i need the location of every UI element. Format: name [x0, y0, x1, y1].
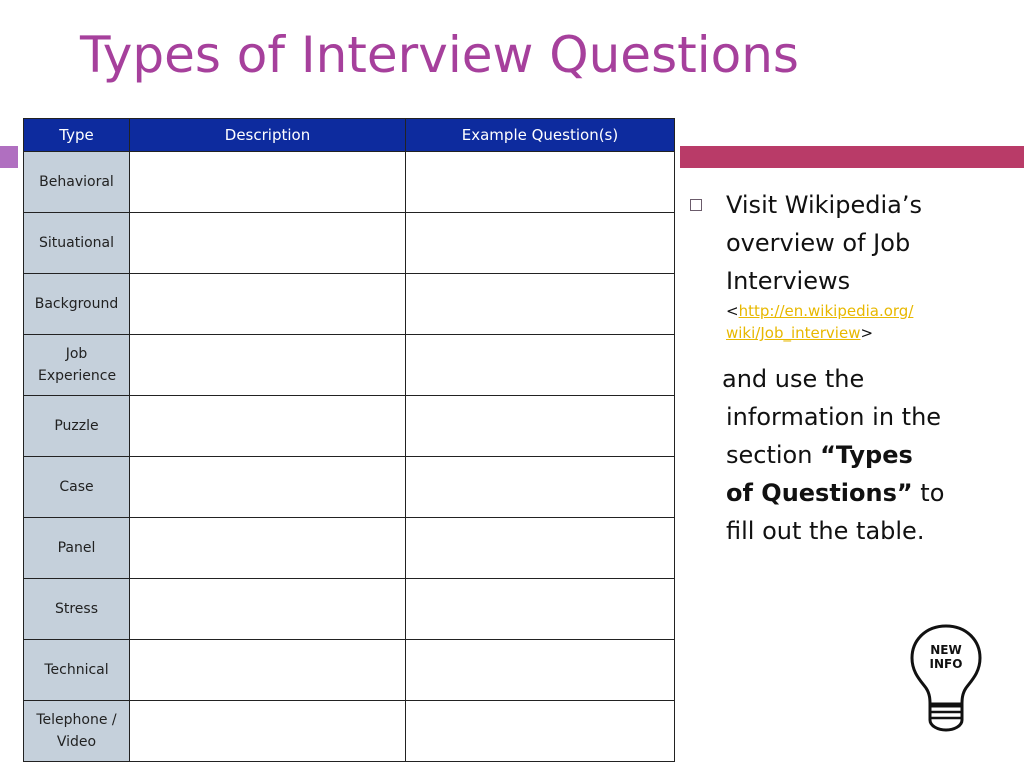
description-cell[interactable]	[130, 579, 406, 640]
paragraph-line	[722, 474, 992, 512]
type-cell: Background	[24, 274, 130, 335]
type-cell: Panel	[24, 518, 130, 579]
table-row	[24, 274, 675, 335]
example-cell[interactable]	[406, 152, 675, 213]
link-bracket-close: >	[860, 324, 874, 342]
bulb-label-line1: NEW	[930, 643, 962, 657]
type-cell: Technical	[24, 640, 130, 701]
table-row	[24, 518, 675, 579]
instruction-line: Interviews	[726, 267, 851, 295]
table-row	[24, 335, 675, 396]
example-cell[interactable]	[406, 518, 675, 579]
wikipedia-link-line-2	[726, 322, 986, 344]
instruction-paragraph	[722, 360, 992, 550]
description-cell[interactable]	[130, 640, 406, 701]
type-cell: Situational	[24, 213, 130, 274]
description-cell[interactable]	[130, 213, 406, 274]
table-row	[24, 396, 675, 457]
type-cell: Case	[24, 457, 130, 518]
description-cell[interactable]	[130, 274, 406, 335]
type-cell: Behavioral	[24, 152, 130, 213]
description-cell[interactable]	[130, 396, 406, 457]
slide-title: Types of Interview Questions	[80, 26, 799, 84]
instruction-line: overview of Job	[726, 229, 911, 257]
bullet-square-icon	[690, 199, 702, 211]
table-row	[24, 640, 675, 701]
type-cell: Puzzle	[24, 396, 130, 457]
wikipedia-link[interactable]: http://en.wikipedia.org/	[738, 302, 914, 320]
accent-bar-left	[0, 146, 18, 168]
description-cell[interactable]	[130, 457, 406, 518]
type-cell: Telephone / Video	[24, 701, 130, 762]
type-cell: Stress	[24, 579, 130, 640]
instruction-bullet	[726, 186, 986, 344]
paragraph-line: information in the	[726, 403, 942, 431]
instruction-line: Visit Wikipedia’s	[726, 191, 922, 219]
example-cell[interactable]	[406, 274, 675, 335]
description-cell[interactable]	[130, 701, 406, 762]
example-cell[interactable]	[406, 396, 675, 457]
bulb-label-line2: INFO	[929, 657, 963, 671]
emphasis-text: of Questions”	[726, 479, 913, 507]
paragraph-line	[722, 436, 992, 474]
paragraph-line: and use the	[722, 365, 865, 393]
table-row	[24, 457, 675, 518]
example-cell[interactable]	[406, 457, 675, 518]
paragraph-text: section	[726, 441, 821, 469]
example-cell[interactable]	[406, 701, 675, 762]
paragraph-line: fill out the table.	[726, 517, 925, 545]
example-cell[interactable]	[406, 335, 675, 396]
example-cell[interactable]	[406, 579, 675, 640]
type-cell: Job Experience	[24, 335, 130, 396]
accent-bar-right	[680, 146, 1024, 168]
interview-questions-table	[23, 118, 675, 762]
description-cell[interactable]	[130, 518, 406, 579]
header-description: Description	[130, 119, 406, 152]
header-example-questions: Example Question(s)	[406, 119, 675, 152]
table-row	[24, 579, 675, 640]
description-cell[interactable]	[130, 335, 406, 396]
wikipedia-link-line	[726, 300, 986, 322]
link-bracket-open: <	[726, 302, 739, 320]
emphasis-text: “Types	[820, 441, 913, 469]
example-cell[interactable]	[406, 213, 675, 274]
table-row	[24, 152, 675, 213]
example-cell[interactable]	[406, 640, 675, 701]
paragraph-text: to	[912, 479, 945, 507]
table-row	[24, 701, 675, 762]
table-header-row	[24, 119, 675, 152]
description-cell[interactable]	[130, 152, 406, 213]
wikipedia-link-continued[interactable]: wiki/Job_interview	[726, 324, 861, 342]
header-type: Type	[24, 119, 130, 152]
lightbulb-new-info-icon	[908, 622, 984, 732]
table-row	[24, 213, 675, 274]
